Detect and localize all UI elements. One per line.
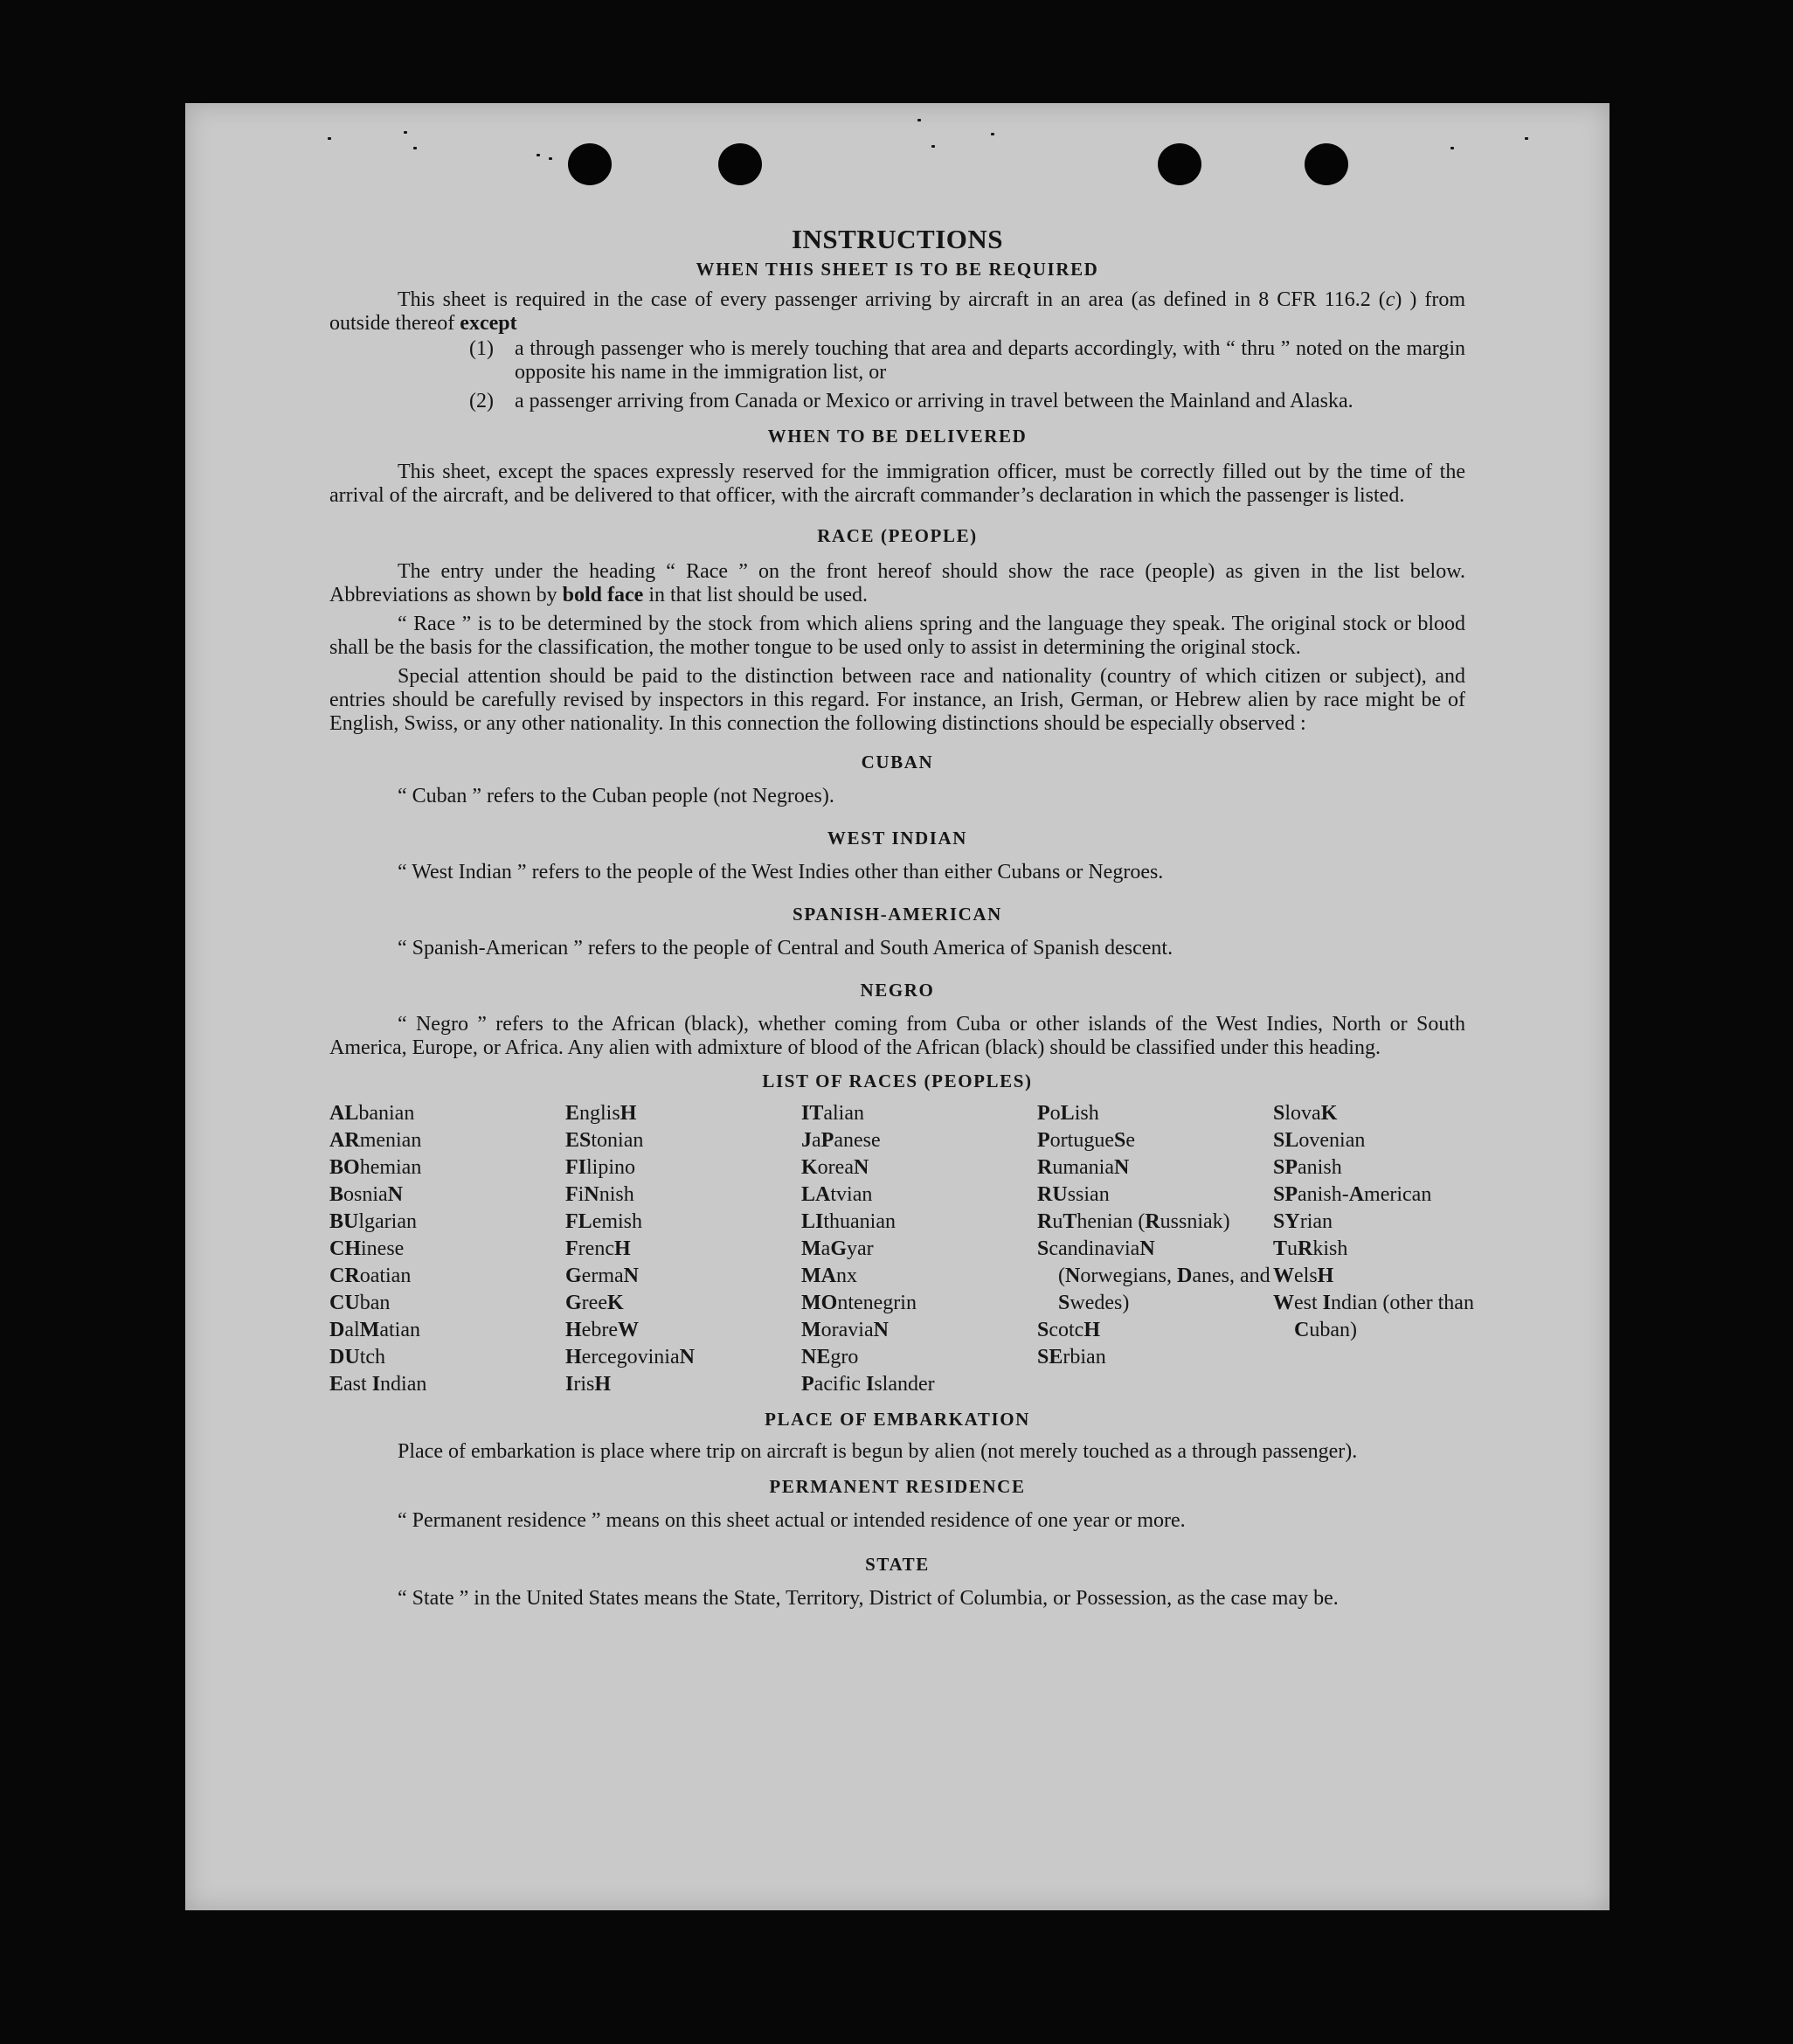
instructions-content [329, 224, 1474, 1611]
race-item: BUlgarian [329, 1210, 417, 1233]
heading-permanent-residence: PERMANENT RESIDENCE [769, 1476, 1026, 1497]
race-item: HercegoviniaN [565, 1346, 695, 1368]
state-text: “ State ” in the United States means the State, Territory, District of Columbia, or Possession, as the case may be. [398, 1587, 1339, 1610]
negro-text: “ Negro ” refers to the African (black), whether coming from Cuba or other islands of the West Indies, North or South America, Europe, or Africa. Any alien with admixture of blood of the African (black) should be classified under this heading. [329, 1013, 1465, 1059]
heading-embarkation: PLACE OF EMBARKATION [765, 1409, 1030, 1430]
race-item: GreeK [565, 1292, 624, 1314]
race-item: HebreW [565, 1319, 639, 1341]
race-item: GermaN [565, 1265, 639, 1287]
race-item: BOhemian [329, 1156, 422, 1179]
race-item: LIthuanian [801, 1210, 896, 1233]
speck [413, 147, 417, 149]
speck [537, 154, 540, 156]
permanent-residence-text: “ Permanent residence ” means on this sheet actual or intended residence of one year or more. [398, 1509, 1186, 1532]
race-item: West Indian (other than Cuban) [1273, 1292, 1474, 1341]
speck [328, 137, 331, 140]
west-indian-text: “ West Indian ” refers to the people of the West Indies other than either Cubans or Negroes. [398, 861, 1164, 883]
race-item: SPanish [1273, 1156, 1342, 1179]
heading-list-of-races: LIST OF RACES (PEOPLES) [762, 1071, 1033, 1091]
race-item: BosniaN [329, 1183, 404, 1206]
race-item: FrencH [565, 1237, 631, 1260]
race-item: MoraviaN [801, 1319, 889, 1341]
spanish-american-text: “ Spanish-American ” refers to the people of Central and South America of Spanish descent. [398, 937, 1173, 960]
race-column [565, 1100, 801, 1398]
race-item: LAtvian [801, 1183, 873, 1206]
race-item: MOntenegrin [801, 1292, 917, 1314]
race-item: CRoatian [329, 1265, 412, 1287]
race-item: PortugueSe [1037, 1129, 1135, 1152]
speck [404, 131, 407, 134]
punch-hole [568, 143, 612, 185]
race-item: SPanish-American [1273, 1183, 1432, 1206]
heading-race: RACE (PEOPLE) [817, 525, 978, 546]
race-item: MAnx [801, 1265, 857, 1287]
race-item: CHinese [329, 1237, 405, 1260]
page-title: INSTRUCTIONS [791, 224, 1003, 254]
race-item: FLemish [565, 1210, 643, 1233]
heading-when-required: WHEN THIS SHEET IS TO BE REQUIRED [696, 259, 1099, 280]
exception-item-2: (2) a passenger arriving from Canada or Mexico or arriving in travel between the Mainland and Alaska. [469, 390, 1353, 412]
race-item: ITalian [801, 1102, 864, 1125]
punch-hole [1305, 143, 1348, 185]
race-item: WelsH [1273, 1265, 1334, 1287]
race-item: SErbian [1037, 1346, 1106, 1368]
heading-negro: NEGRO [860, 980, 935, 1001]
race-item: FIlipino [565, 1156, 636, 1179]
punch-hole [1158, 143, 1201, 185]
race-item: EStonian [565, 1129, 644, 1152]
race-item: PoLish [1037, 1102, 1099, 1125]
speck [1525, 137, 1528, 140]
when-required-intro: This sheet is required in the case of every passenger arriving by aircraft in an area (as defined in 8 CFR 116.2 (c) ) from outside thereof except [329, 288, 1465, 335]
race-item: JaPanese [801, 1129, 881, 1152]
race-item: East Indian [329, 1373, 427, 1396]
race-item: EnglisH [565, 1102, 637, 1125]
when-delivered-text: This sheet, except the spaces expressly reserved for the immigration officer, must be correctly filled out by the time of the arrival of the aircraft, and be delivered to that officer, with the aircraft commander’s declaration in which the passenger is listed. [329, 461, 1465, 507]
race-item: FiNnish [565, 1183, 634, 1206]
embarkation-text: Place of embarkation is place where trip on aircraft is begun by alien (not merely touched as a through passenger). [398, 1440, 1358, 1463]
cuban-text: “ Cuban ” refers to the Cuban people (not Negroes). [398, 785, 834, 807]
race-item: CUban [329, 1292, 391, 1314]
race-item: ScandinaviaN (Norwegians, Danes, and Swedes) [1037, 1237, 1270, 1314]
race-item: RUssian [1037, 1183, 1110, 1206]
race-paragraph-1: The entry under the heading “ Race ” on the front hereof should show the race (people) as given in the list below. Abbreviations as shown by bold face in that list should be used. [329, 560, 1465, 606]
race-item: SlovaK [1273, 1102, 1338, 1125]
race-item: DalMatian [329, 1319, 420, 1341]
race-column [1273, 1100, 1509, 1398]
race-item: RuThenian (Russniak) [1037, 1210, 1230, 1233]
heading-west-indian: WEST INDIAN [827, 828, 968, 849]
race-list [329, 1100, 1474, 1398]
race-item: IrisH [565, 1373, 612, 1396]
race-paragraph-2: “ Race ” is to be determined by the stock from which aliens spring and the language they speak. The original stock or blood shall be the basis for the classification, the mother tongue to be used only to assist in determining the original stock. [329, 613, 1465, 659]
race-item: NEgro [801, 1346, 859, 1368]
race-item: TuRkish [1273, 1237, 1348, 1260]
race-item: MaGyar [801, 1237, 874, 1260]
race-item: ScotcH [1037, 1319, 1101, 1341]
race-item: ARmenian [329, 1129, 422, 1152]
race-item: ALbanian [329, 1102, 415, 1125]
speck [917, 119, 921, 121]
punch-hole [718, 143, 762, 185]
race-item: SLovenian [1273, 1129, 1366, 1152]
heading-state: STATE [865, 1554, 930, 1575]
heading-spanish-american: SPANISH-AMERICAN [793, 904, 1002, 925]
heading-cuban: CUBAN [861, 752, 934, 773]
speck [549, 157, 552, 160]
race-item: KoreaN [801, 1156, 869, 1179]
heading-when-delivered: WHEN TO BE DELIVERED [767, 426, 1028, 447]
speck [931, 145, 935, 148]
race-item: Pacific Islander [801, 1373, 935, 1396]
race-item: RumaniaN [1037, 1156, 1130, 1179]
exception-item-1: (1) a through passenger who is merely touching that area and departs accordingly, with “ thru ” noted on the margin opposite his name in the immigration list, or [469, 337, 1465, 384]
race-item: DUtch [329, 1346, 386, 1368]
race-column [801, 1100, 1037, 1398]
race-column [329, 1100, 565, 1398]
race-column [1037, 1100, 1273, 1398]
race-item: SYrian [1273, 1210, 1333, 1233]
race-paragraph-3: Special attention should be paid to the distinction between race and nationality (country of which citizen or subject), and entries should be carefully revised by inspectors in this regard. For instance, an Irish, German, or Hebrew alien by race might be of English, Swiss, or any other nationality. In this connection the following distinctions should be especially observed : [329, 665, 1465, 735]
speck [1450, 147, 1454, 149]
speck [991, 133, 994, 135]
